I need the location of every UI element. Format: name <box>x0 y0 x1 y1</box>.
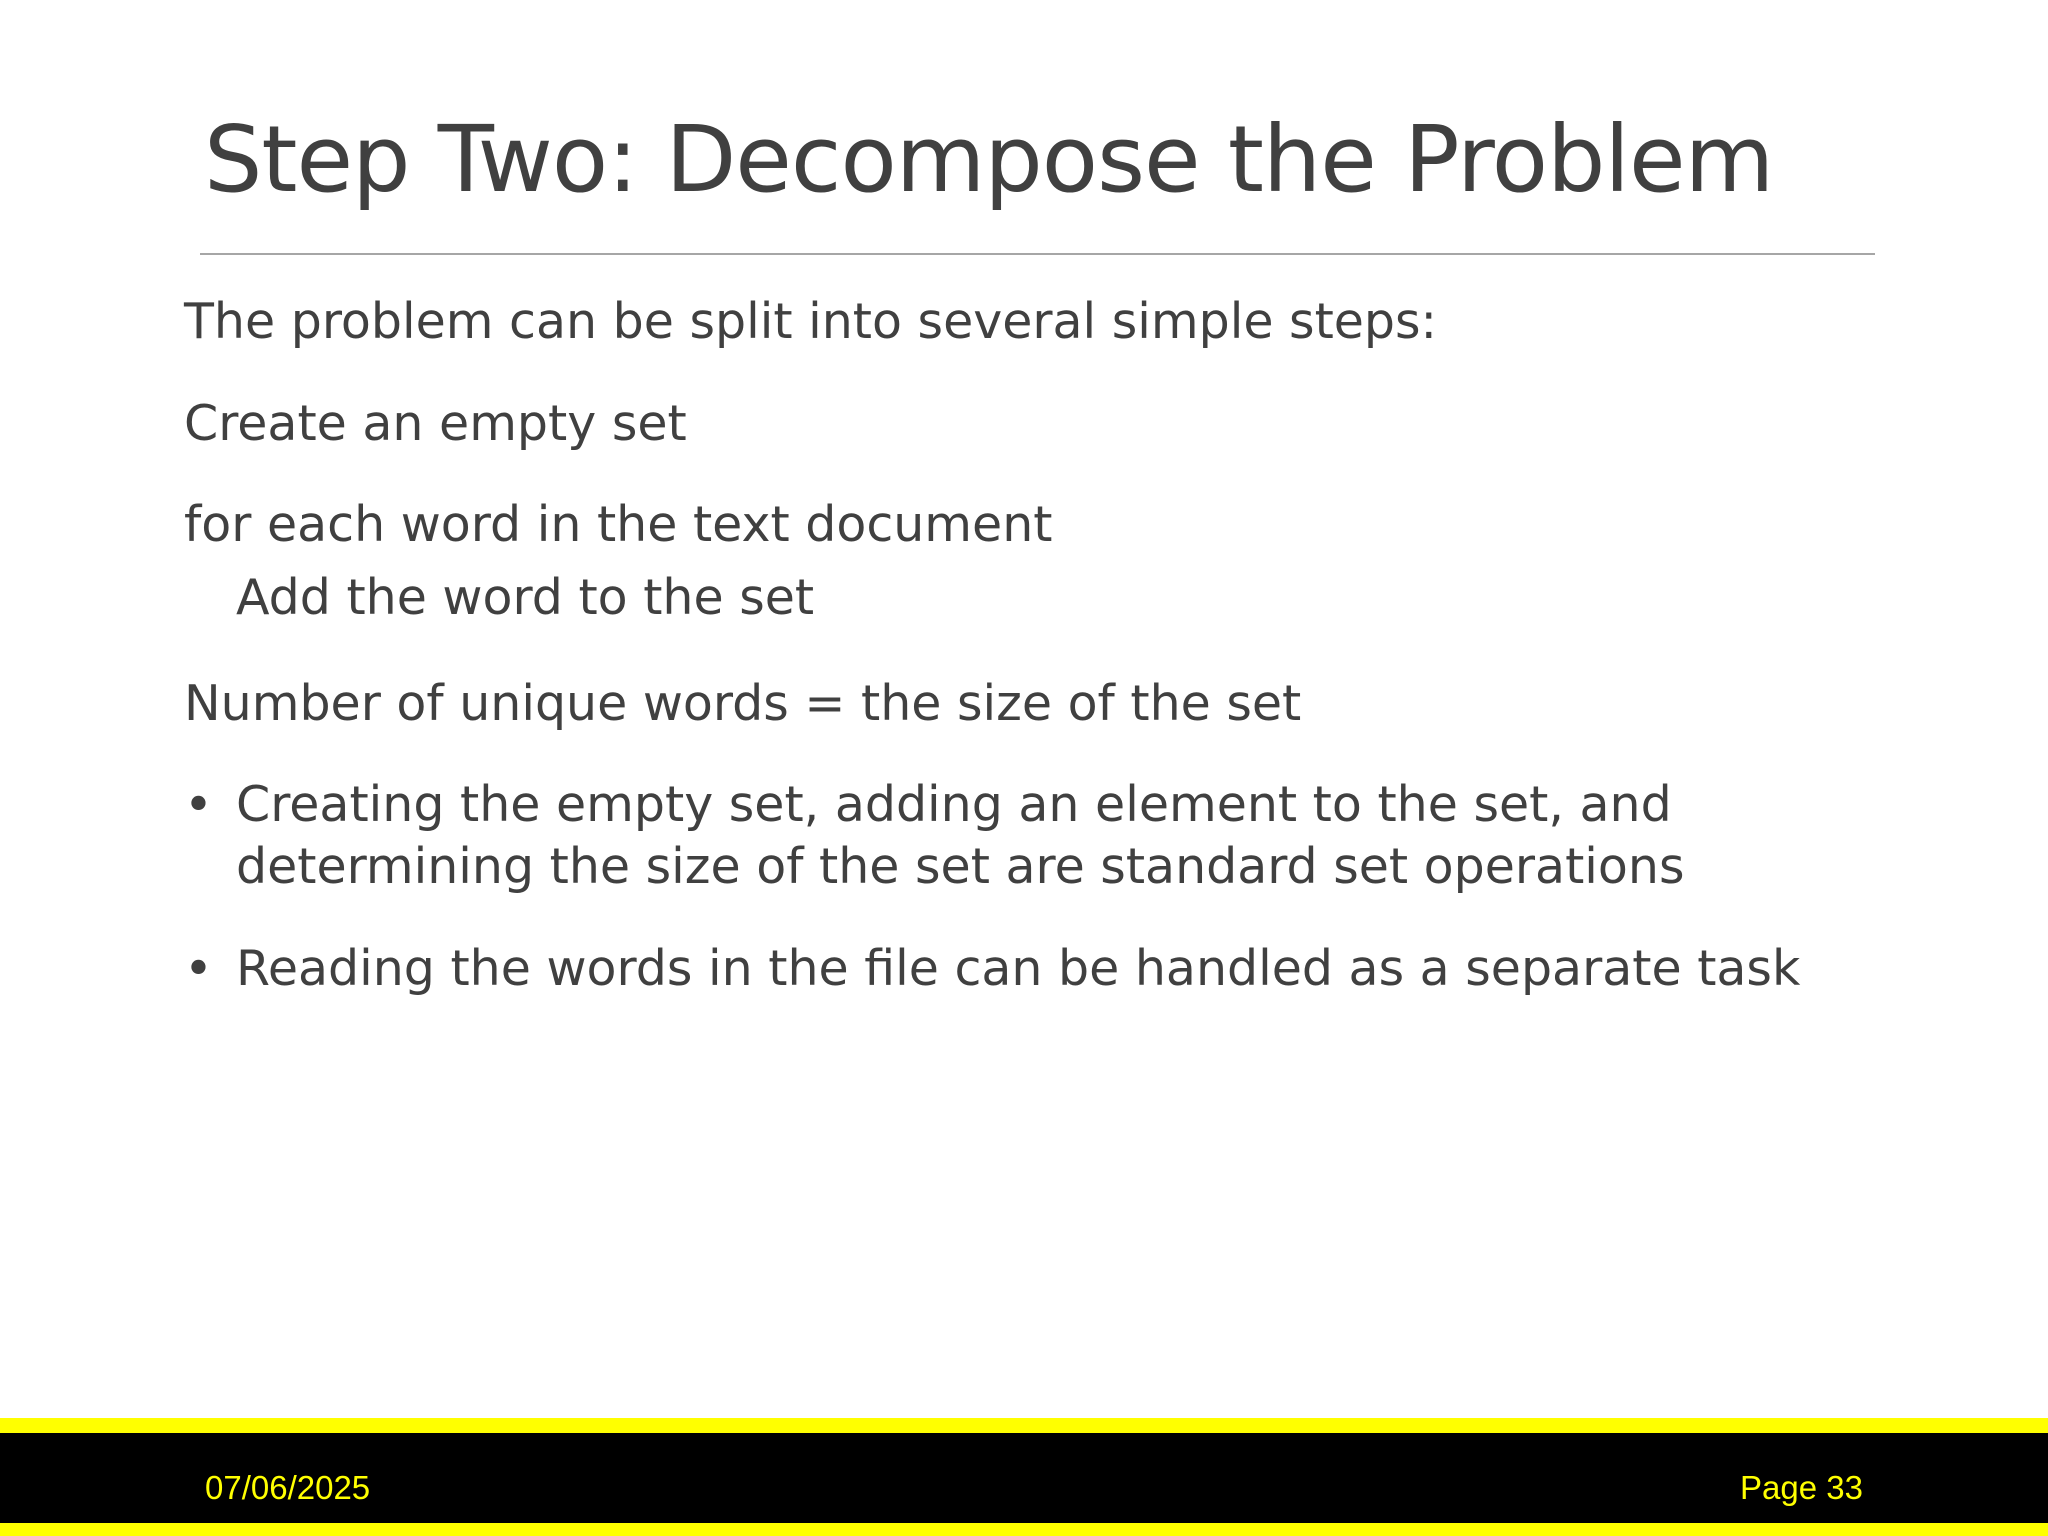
footer-date: 07/06/2025 <box>205 1469 371 1506</box>
step-for-each-word: for each word in the text document <box>184 496 1053 553</box>
slide-title: Step Two: Decompose the Problem <box>204 106 1774 213</box>
bullet-text-reading-words: Reading the words in the file can be handled as a separate task <box>236 940 1801 997</box>
page-number: Page 33 <box>1740 1469 1863 1506</box>
intro-paragraph: The problem can be split into several simple steps: <box>184 293 1438 350</box>
bullet-marker: • <box>184 940 213 997</box>
step-create-set: Create an empty set <box>184 395 687 452</box>
title-divider <box>200 253 1875 255</box>
step-unique-count: Number of unique words = the size of the set <box>184 675 1302 732</box>
bullet-marker: • <box>184 776 213 833</box>
step-add-word: Add the word to the set <box>236 569 815 626</box>
bullet-text-set-operations: Creating the empty set, adding an element to the set, and determining the size of the set are standard set operations <box>236 776 1685 895</box>
